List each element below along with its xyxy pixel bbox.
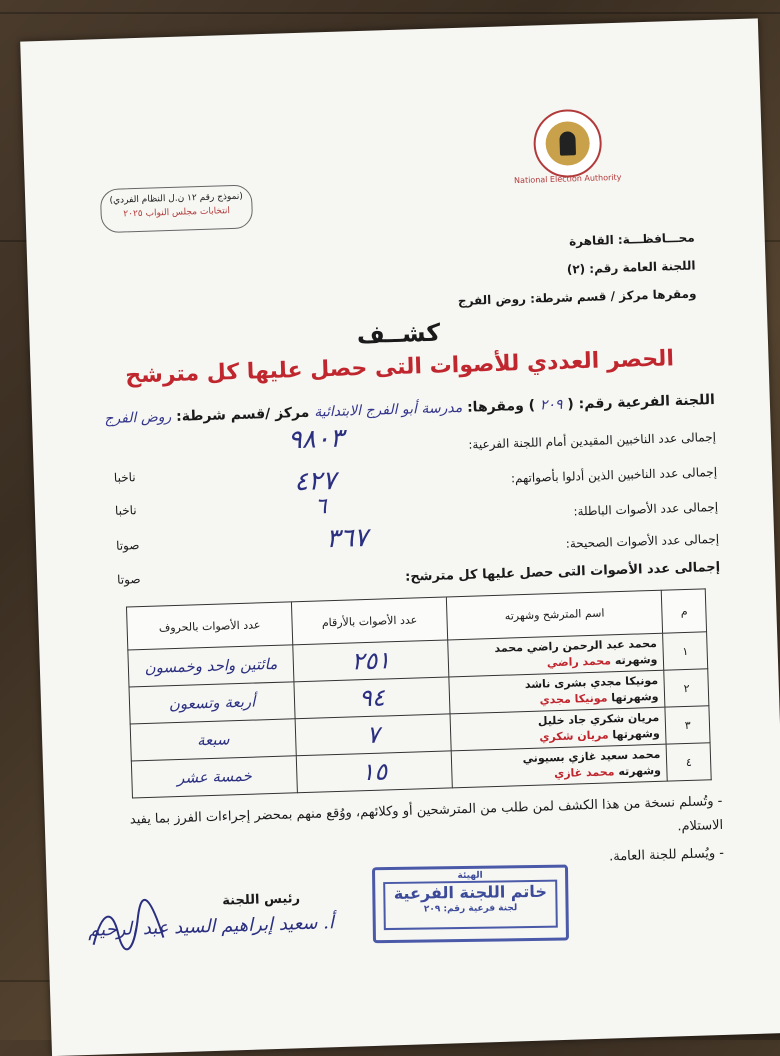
candidate-name: مونيكا مجدي بشرى ناشد [524, 673, 659, 692]
candidate-cell [451, 744, 668, 788]
voted-count-value: ٤٢٧ [293, 465, 337, 498]
valid-votes-unit: صوتا [116, 572, 141, 587]
valid-votes-label: إجمالى عدد الأصوات الصحيحة: [565, 531, 720, 551]
row-index: ٤ [667, 743, 712, 781]
candidate-name: محمد سعيد غازي بسيوني [522, 747, 661, 766]
page-subtitle: الحصر العددي للأصوات التى حصل عليها كل مترشح [124, 346, 675, 389]
candidates-table [126, 588, 712, 798]
votes-words: خمسة عشر [131, 756, 297, 798]
sub-committee-number: ٢٠٩ [539, 396, 563, 414]
form-number-line1: (نموذج رقم ١٢ ن.ل النظام الفردي) [109, 191, 243, 206]
voted-count-label: إجمالى عدد الناخبين الذين أدلوا بأصواتهم: [510, 464, 718, 486]
logo-caption: National Election Authority [513, 172, 622, 186]
candidate-name: مريان شكري جاد خليل [537, 710, 660, 728]
registered-voters-label: إجمالى عدد الناخبين المقيدين أمام اللجنة الفرعية: [468, 429, 717, 452]
general-committee-line: اللجنة العامة رقم: (٢) [566, 258, 696, 277]
registered-voters-value: ٩٨٠٣ [287, 423, 345, 456]
candidate-fame: مريان شكري [539, 728, 609, 744]
row-index: ٢ [664, 669, 709, 707]
votes-words: مائتين واحد وخمسون [128, 645, 294, 687]
header-votes-digits: عدد الأصوات بالأرقام [291, 597, 447, 645]
invalid-votes-unit: صوتا [115, 538, 140, 553]
candidate-name: محمد عبد الرحمن راضي محمد [494, 636, 658, 655]
stamp-bottom-text: لجنة فرعية رقم: ٢٠٩ [423, 903, 518, 915]
election-authority-logo [533, 108, 603, 178]
eagle-emblem-icon [545, 121, 590, 166]
committee-head-label: رئيس اللجنة [222, 891, 301, 909]
votes-digits: ٢٥١ [293, 640, 449, 682]
votes-words: أربعة وتسعون [129, 682, 295, 724]
sub-committee-venue: مدرسة أبو الفرج الابتدائية [313, 399, 463, 421]
votes-digits: ١٥ [296, 751, 452, 793]
footer-note-delivery: - ويُسلم للجنة العامة. [608, 845, 725, 865]
fame-prefix: وشهرتها [611, 689, 659, 705]
signature-scribble-icon [87, 897, 169, 959]
stamp-top-text: الهيئة [457, 870, 483, 882]
totals-label: إجمالى عدد الأصوات التى حصل عليها كل مترشح: [404, 559, 721, 585]
voted-count-unit: ناخبا [114, 503, 137, 518]
invalid-votes-value: ٦ [314, 494, 328, 520]
location-line: ومقرها مركز / قسم شرطة: روض الفرج [457, 286, 697, 308]
registered-voters-unit: ناخبا [113, 470, 136, 485]
governorate-line: محـــافظـــة: القاهرة [568, 230, 695, 249]
stamp-main-text: خاتم اللجنة الفرعية [393, 881, 548, 903]
header-index: م [662, 589, 707, 633]
sub-committee-line [104, 392, 715, 427]
header-candidate-name: اسم المترشح وشهرته [446, 590, 663, 640]
stamp-inner-frame [383, 880, 558, 930]
row-index: ١ [663, 632, 708, 670]
row-index: ٣ [665, 706, 710, 744]
page-title: كشــف [356, 318, 441, 350]
votes-words: سبعة [130, 719, 296, 761]
invalid-votes-label: إجمالى عدد الأصوات الباطلة: [573, 499, 719, 519]
sub-committee-stamp [372, 865, 569, 944]
candidate-fame: مونيكا مجدي [539, 691, 608, 707]
candidate-fame: محمد غازي [553, 765, 615, 781]
form-number-line2: انتخابات مجلس النواب ٢٠٢٥ [123, 206, 231, 220]
valid-votes-value: ٣٦٧ [325, 522, 369, 555]
votes-digits: ٩٤ [294, 677, 450, 719]
footer-note-copy: - وتُسلم نسخة من هذا الكشف لمن طلب من المترشحين أو وكلائهم، ووُقع منهم بمحضر إجراءات الفرز بما يفيد الاستلام. [129, 793, 724, 835]
header-votes-words: عدد الأصوات بالحروف [126, 602, 292, 650]
form-number-label [100, 184, 253, 233]
police-label: مركز /قسم شرطة: [175, 404, 310, 425]
committee-head-signature: أ. سعيد إبراهيم السيد عبد الرحيم [87, 912, 335, 941]
candidate-fame: محمد راضي [546, 654, 612, 670]
fame-prefix: وشهرته [614, 652, 658, 668]
sub-committee-venue-label: ) ومقرها: [466, 397, 536, 416]
votes-digits: ٧ [295, 714, 451, 756]
fame-prefix: وشهرتها [612, 726, 660, 742]
fame-prefix: وشهرته [618, 763, 662, 779]
document-sheet [20, 18, 780, 1056]
police-station: روض الفرج [104, 409, 172, 428]
sub-committee-label: اللجنة الفرعية رقم: ( [567, 391, 716, 413]
